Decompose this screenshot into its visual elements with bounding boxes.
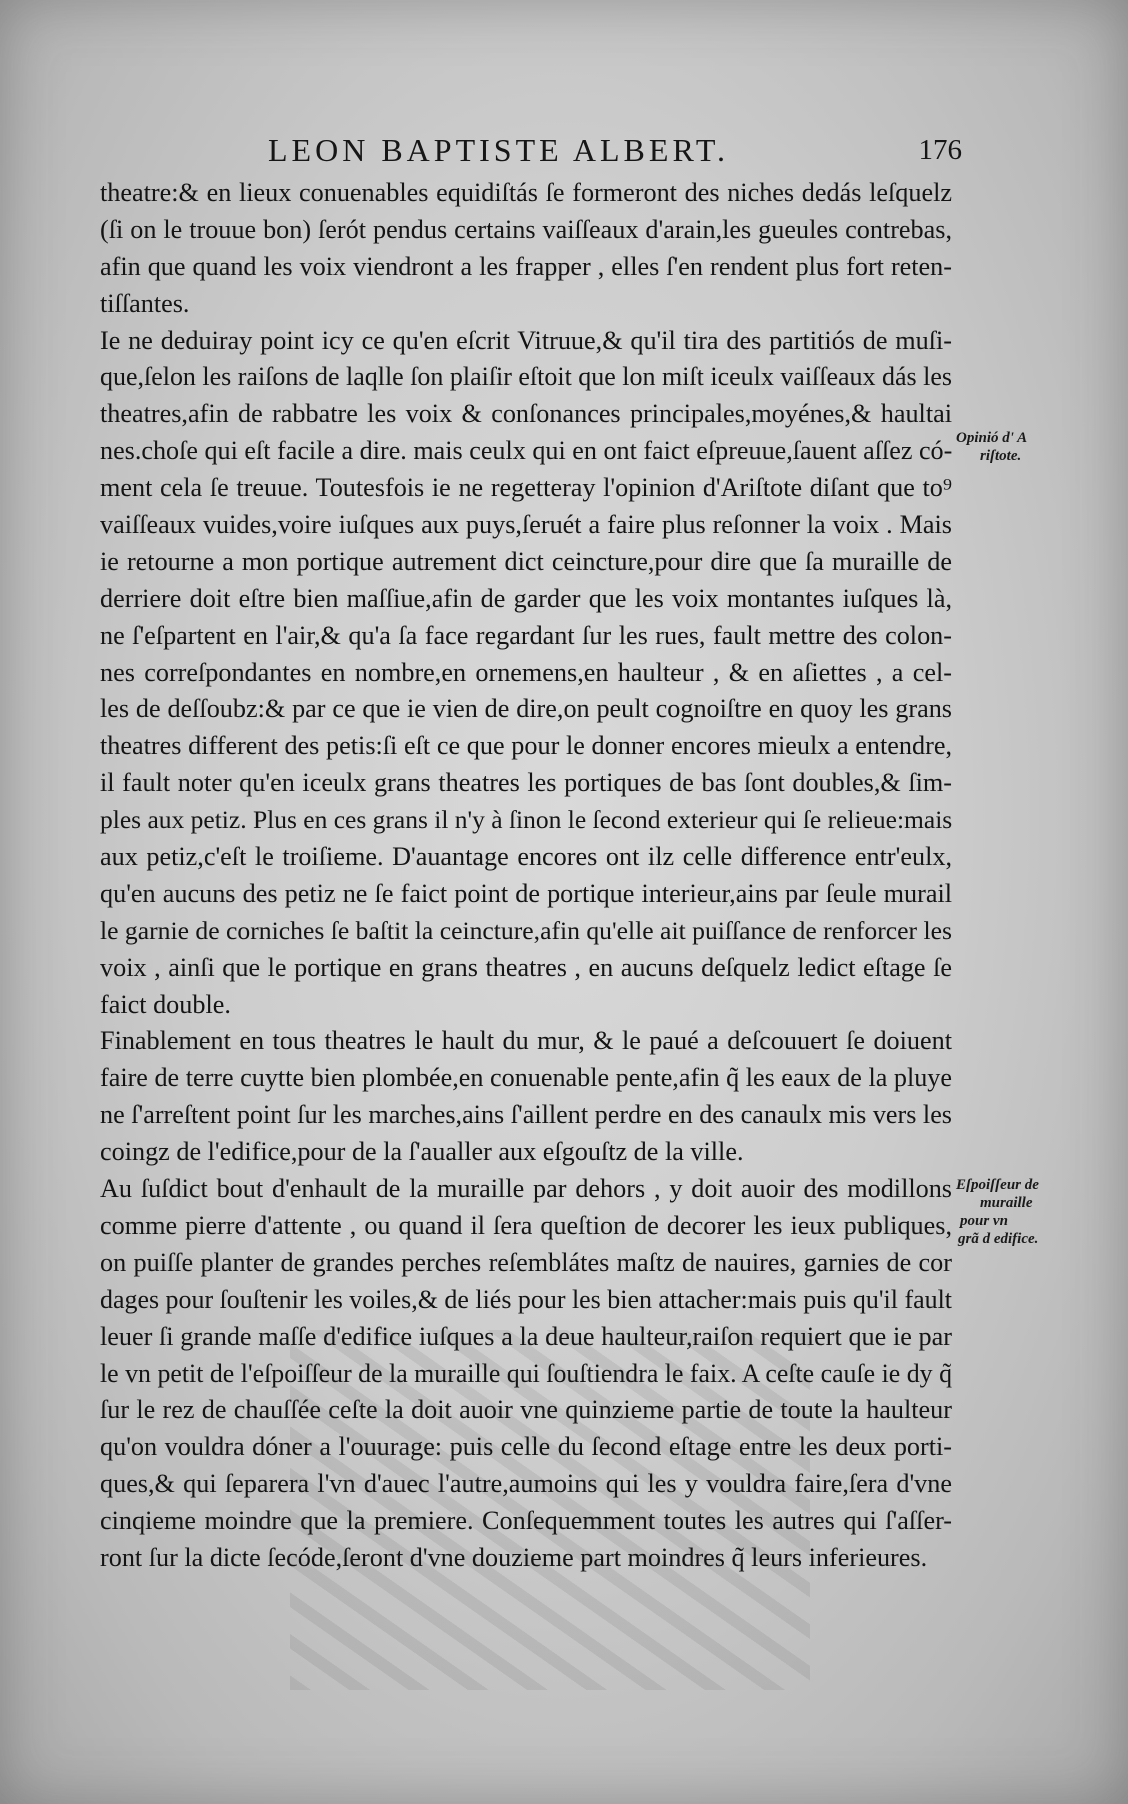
text-line: ques,& qui ſeparera l'vn d'auec l'autre,aumoins qui les y vouldra faire,ſera d'vne [100,1469,952,1499]
text-line: le vn petit de l'eſpoiſſeur de la muraille qui ſouſtiendra le faix. A ceſte cauſe ie dy q̃ [100,1358,952,1388]
marginal-note-line: Opinió d' A [956,430,1028,446]
text-line: ſur le rez de chauſſée ceſte la doit auoir vne quinzieme partie de toute la haulteur [100,1395,952,1425]
marginal-note-line: Eſpoiſſeur de [956,1177,1039,1193]
text-line: ie retourne a mon portique autrement dict ceincture,pour dire que ſa muraille de [100,546,952,576]
text-line: voix , ainſi que le portique en grans theatres , en aucuns deſquelz ledict eſtage ſe [100,952,952,982]
text-line: que,ſelon les raiſons de laqlle ſon plaiſir eſtoit que lon miſt iceulx vaiſſeaux dás les [100,362,952,392]
text-line: nes correſpondantes en nombre,en ornemens,en haulteur , & en aſiettes , a cel- [100,657,952,687]
text-line: vaiſſeaux vuides,voire iuſques aux puys,ſeruét a faire plus reſonner la voix . Mais [100,510,952,540]
running-head: LEON BAPTISTE ALBERT. [268,132,730,168]
text-line: qu'en aucuns des petiz ne ſe faict point de portique interieur,ains par ſeule murail [100,878,952,908]
marginal-note-aristote [956,429,1066,465]
text-line: Au ſuſdict bout d'enhault de la muraille par dehors , y doit auoir des modillons [100,1174,952,1204]
text-line: afin que quand les voix viendront a les frapper , elles ſ'en rendent plus fort reten- [100,251,952,281]
text-line: aux petiz,c'eſt le troiſieme. D'auantage encores ont ilz celle difference entr'eulx, [100,842,952,872]
text-line: Ie ne deduiray point icy ce qu'en eſcrit Vitruue,& qu'il tira des partitiós de muſi- [100,325,952,355]
text-line: derriere doit eſtre bien maſſiue,afin de garder que les voix montantes iuſques là, [100,583,952,613]
text-line: nes.choſe qui eſt facile a dire. mais ceulx qui en ont faict eſpreuue,ſauent aſſez có- [100,436,953,466]
text-line: ront ſur la dicte ſecóde,ſeront d'vne douzieme part moindres q̃ leurs inferieures. [100,1542,928,1572]
text-line: on puiſſe planter de grandes perches reſemblátes maſtz de nauires, garnies de cor [100,1247,952,1277]
text-line: coingz de l'edifice,pour de la ſ'aualler aux eſgouſtz de la ville. [100,1137,744,1167]
marginal-note-muraille [956,1176,1086,1248]
text-line: les de deſſoubz:& par ce que ie vien de dire,on peult cognoiſtre en quoy les grans [100,694,952,724]
marginal-note-line: muraille [980,1195,1033,1211]
marginal-note-line: pour vn [960,1213,1008,1229]
text-line: (ſi on le trouue bon) ſerót pendus certains vaiſſeaux d'arain,les gueules contrebas, [100,214,952,244]
text-line: tiſſantes. [100,288,190,318]
text-line: qu'on vouldra dóner a l'ouurage: puis celle du ſecond eſtage entre les deux porti- [100,1432,952,1462]
text-line: theatre:& en lieux conuenables equidiſtás ſe formeront des niches dedás leſquelz [100,178,952,207]
marginal-note-line: grã d edifice. [958,1231,1039,1247]
text-line: faict double. [100,989,231,1019]
text-line: leuer ſi grande maſſe d'edifice iuſques a la deue haulteur,raiſon requiert que ie par [100,1321,952,1351]
text-line: Finablement en tous theatres le hault du mur, & le paué a deſcouuert ſe doiuent [100,1026,952,1056]
folio-number: 176 [918,134,962,166]
text-line: ne ſ'arreſtent point ſur les marches,ains ſ'aillent perdre en des canaulx mis vers les [100,1100,952,1130]
text-line: dages pour ſouſtenir les voiles,& de liés pour les bien attacher:mais puis qu'il fault [100,1284,952,1314]
text-line: ples aux petiz. Plus en ces grans il n'y à ſinon le ſecond exterieur qui ſe relieue:mais [100,805,953,835]
text-line: theatres different des petis:ſi eſt ce que pour le donner encores mieulx a entendre, [100,731,952,761]
text-line: comme pierre d'attente , ou quand il ſera queſtion de decorer les ieux publiques, [100,1210,952,1240]
page-header [100,132,962,172]
text-line: ne ſ'eſpartent en l'air,& qu'a ſa face regardant ſur les rues, fault mettre des colon- [100,620,952,650]
marginal-note-line: riſtote. [980,448,1022,464]
text-line: le garnie de corniches ſe baſtit la ceincture,afin qu'elle ait puiſſance de renforcer les [100,915,952,945]
text-line: theatres,afin de rabbatre les voix & conſonances principales,moyénes,& haultai [100,399,952,429]
text-line: cinqieme moindre que la premiere. Conſequemment toutes les autres qui ſ'aſſer- [100,1506,952,1536]
body-text [100,175,952,1577]
text-line: ment cela ſe treuue. Toutesfois ie ne regetteray l'opinion d'Ariſtote diſant que to⁹ [100,473,952,503]
text-line: faire de terre cuytte bien plombée,en conuenable pente,afin q̃ les eaux de la pluye [100,1063,952,1093]
text-line: il fault noter qu'en iceulx grans theatres les portiques de bas ſont doubles,& ſim- [100,768,952,798]
